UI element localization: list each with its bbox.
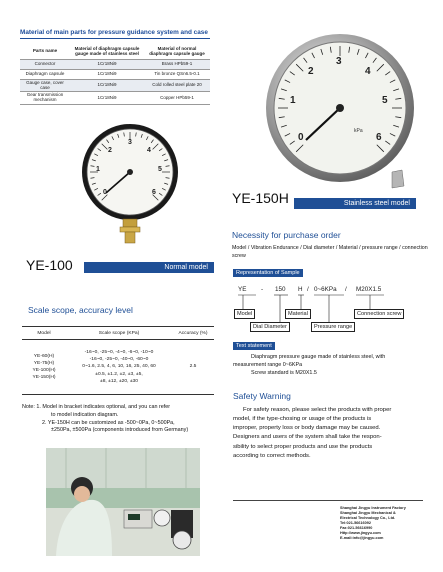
gauge-tick-label: 3 [336, 56, 342, 67]
note-1: Note: 1. Model in bracket indicates optional, and you can refer [22, 404, 171, 410]
box-dial-diameter: Dial Diameter [250, 322, 290, 332]
gauge-tick-label: 0 [103, 189, 107, 196]
box-connection-screw: Connection screw [354, 309, 404, 319]
representation-tag: Representation of Sample [233, 269, 303, 277]
table-row [20, 70, 210, 80]
code-material: H [298, 286, 303, 293]
safety-line: according to correct methods. [233, 452, 311, 459]
footer-line: Shanghai Jingyu Instrument Factory [340, 506, 406, 510]
gauge-tick-label: 0 [298, 132, 304, 143]
statement-line: Diaphragm pressure gauge made of stainless steel, with [251, 354, 386, 360]
code-range: 0~6KPa [314, 286, 337, 293]
box-pressure-range: Pressure range [311, 322, 355, 332]
order-desc: Model / Vibration Endurance / Dial diameter / Material / pressure range / connection screw [232, 245, 428, 259]
header-cell: Scale scope (KPa) [66, 327, 172, 340]
gauge-tick-label: 6 [376, 132, 382, 143]
safety-line: For safety reason, please select the products with proper [243, 407, 392, 413]
safety-text [233, 406, 433, 461]
header-cell: Parts name [20, 44, 70, 60]
header-cell: Accuracy (%) [172, 327, 214, 340]
footer-line: Shanghai Jingyu Mechanical & [340, 510, 396, 515]
table-cell: Copper HPb59-1 [144, 92, 210, 104]
footer-contact [340, 506, 430, 540]
notes [22, 404, 222, 435]
footer-line: Electrical Technology Co., Ltd. [340, 515, 396, 520]
code-diameter: 150 [275, 286, 286, 293]
ye100-label: YE-100 [26, 257, 73, 273]
box-model: Model [234, 309, 255, 319]
table-cell: Brass HPb59-1 [144, 60, 210, 70]
header-cell: Material of normal diaphragm capsule gauge [144, 44, 210, 60]
table-header-row [20, 44, 210, 60]
materials-title: Material of main parts for pressure guidance system and case [20, 29, 208, 36]
gauge-tick-label: 1 [96, 166, 100, 173]
footer-line: Fax:021-56616990 [340, 525, 373, 530]
gauge-tick-label: 5 [382, 95, 388, 106]
table-cell: Tin bronze QSn6.5-0.1 [144, 70, 210, 80]
table-row [22, 340, 214, 395]
table-cell: Diaphragm capsule [20, 70, 70, 80]
model-name: YE-60(H) [33, 353, 55, 359]
model-name: YE-150(H) [32, 375, 56, 381]
gauge-tick-label: 4 [365, 66, 371, 77]
table-row [20, 92, 210, 104]
box-material: Material [285, 309, 311, 319]
code-slash: / [307, 286, 309, 293]
table-cell: Gear transmission mechanism [20, 92, 70, 104]
model-name: YE-75(H) [33, 360, 55, 366]
statement-text [233, 354, 429, 377]
table-cell: Cold rolled steel plate 20 [144, 80, 210, 92]
header-cell: Material of diaphragm capsule gauge made of stainless steel [70, 44, 144, 60]
gauge-tick-label: 3 [128, 139, 132, 146]
safety-line: model, if the type-chosing or usage of the products is [233, 416, 372, 423]
statement-line: measurement range 0~6KPa [233, 361, 303, 368]
order-title: Necessity for purchase order [232, 230, 341, 240]
header-cell: Model [22, 327, 66, 340]
code-slash: / [345, 286, 347, 293]
footer-line: E-mail:info@jingyu.com [340, 535, 384, 540]
table-cell: 1Cr18Ni9 [70, 60, 144, 70]
scale-table [22, 326, 214, 395]
ye100-bar: Normal model [84, 262, 214, 273]
title-rule [20, 38, 210, 39]
safety-line: improper, property loss or body damage may be caused. [233, 425, 381, 432]
table-cell: 1Cr18Ni9 [70, 70, 144, 80]
model-name: YE-100(H) [32, 368, 56, 373]
gauge-tick-label: 2 [108, 147, 112, 154]
table-row [20, 80, 210, 92]
range-line: -16~0, -25~0, -40~0, -60~0 [89, 357, 149, 363]
gauge-tick-label: 5 [158, 166, 162, 173]
table-cell: Connector [20, 60, 70, 70]
note-2b: ±250Pa, ±500Pa (components introduced from Germany) [51, 427, 189, 434]
safety-title: Safety Warning [233, 391, 291, 401]
footer-line: Http://www.jingyu.com [340, 530, 381, 535]
code-model: YE [238, 286, 247, 293]
accuracy-cell: 2.5 [172, 340, 214, 395]
normal-gauge-image [78, 122, 182, 244]
code-sep: - [261, 286, 264, 293]
scale-title: Scale scope, accuracy level [28, 305, 133, 315]
gauge-unit: kPa [354, 128, 363, 134]
range-cell [66, 340, 172, 395]
gauge-tick-label: 4 [147, 147, 151, 154]
statement-tag: Text statement [233, 342, 275, 350]
stainless-gauge-image [262, 20, 424, 194]
code-screw: M20X1.5 [356, 286, 382, 293]
gauge-tick-label: 1 [290, 95, 296, 106]
table-header-row [22, 327, 214, 340]
footer-rule [233, 500, 423, 501]
safety-line: sibility to select proper products and use the products [233, 443, 373, 450]
safety-line: Designers and users of the system shall take the respon- [233, 434, 382, 441]
model-cell [22, 340, 66, 395]
ye150-bar: Stainless steel model [294, 198, 416, 209]
footer-line: Tel:021-56616092 [340, 520, 371, 525]
range-line: ±8, ±12, ±20, ±30 [100, 378, 138, 384]
table-cell: Gauge case, cover case [20, 80, 70, 92]
table-cell: 1Cr18Ni9 [70, 80, 144, 92]
table-row [20, 60, 210, 70]
materials-table [20, 44, 210, 105]
statement-line: Screw standard is M20X1.5 [251, 369, 317, 376]
table-cell: 1Cr18Ni9 [70, 92, 144, 104]
range-line: 0~1.6, 2.5, 4, 6, 10, 16, 25, 40, 60 [82, 364, 156, 370]
range-line: ±0.5, ±1.2, ±2, ±3, ±5, [95, 371, 143, 377]
gauge-tick-label: 2 [308, 66, 314, 77]
gauge-tick-label: 6 [152, 189, 156, 196]
ye150-label: YE-150H [232, 190, 289, 206]
range-line: -16~0, -25~0, -4~0, -6~0, -10~0 [84, 350, 154, 356]
lab-photo [46, 448, 200, 556]
note-2: 2. YE-150H can be customized as -500~0Pa, 0~500Pa, [42, 419, 175, 426]
note-1b: to model indication diagram. [51, 411, 119, 418]
